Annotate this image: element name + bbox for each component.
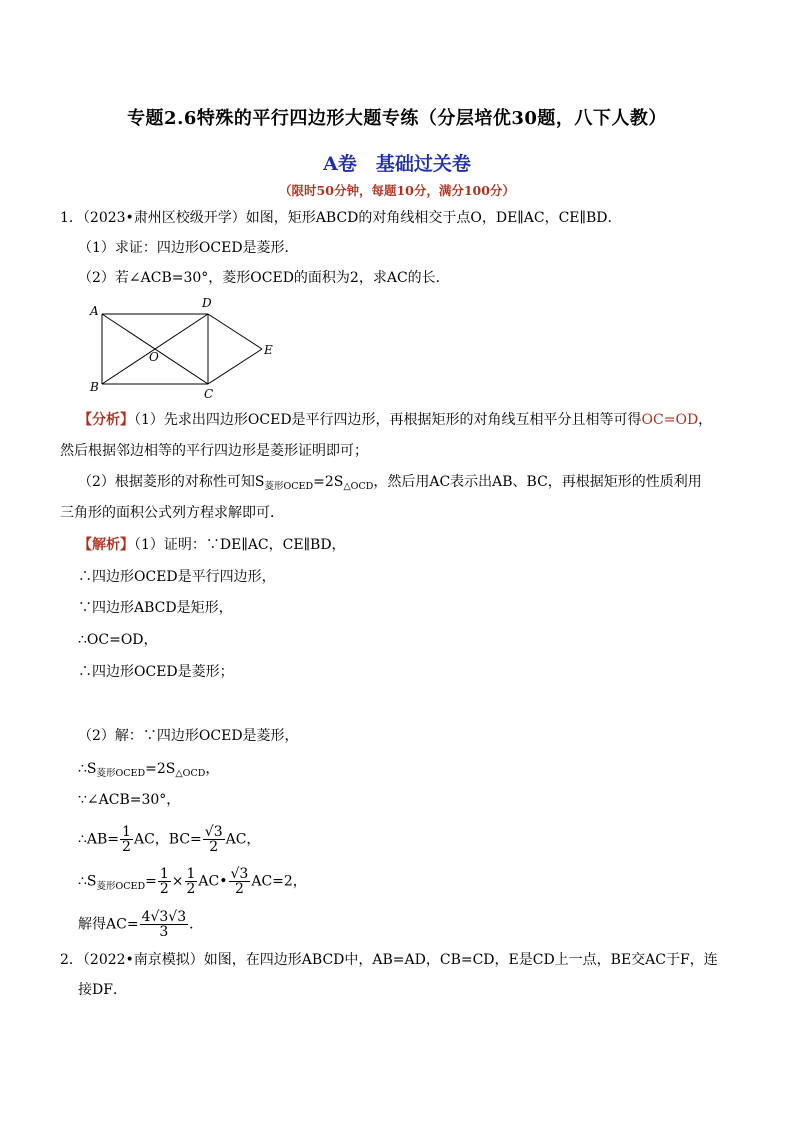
analysis2-text: （2）根据菱形的对称性可知S [78, 474, 265, 490]
frac-num: 1 [159, 866, 169, 882]
analysis-line4: 三角形的面积公式列方程求解即可． [60, 505, 284, 521]
frac-num: 4√3√3 [141, 909, 187, 925]
solution-tag: 【解析】 [78, 537, 134, 553]
solution-text: （1）证明：∵DE∥AC，CE∥BD， [134, 537, 346, 553]
analysis-tag: 【分析】 [78, 412, 134, 428]
solution-line7 [78, 759, 219, 781]
sol11-end: ． [189, 916, 204, 933]
frac-den: 3 [159, 924, 169, 940]
frac-den: 2 [159, 881, 169, 897]
page-title: 专题2.6特殊的平行四边形大题专练（分层培优30题，八下人教） [127, 108, 667, 129]
frac-num: √3 [230, 866, 249, 882]
fraction-sqrt3-half [203, 825, 225, 854]
frac-den: 2 [186, 881, 196, 897]
analysis2-rest: ，然后用AC表示出AB、BC，再根据矩形的性质利用 [373, 474, 702, 490]
solution-line4: ∴OC=OD， [78, 632, 158, 648]
analysis-line1 [78, 410, 712, 430]
sol9-text: ∴AB= [78, 831, 120, 848]
analysis-line2: 然后根据邻边相等的平行四边形是菱形证明即可； [60, 443, 368, 459]
sol10-ac: AC• [198, 873, 228, 890]
analysis-text: （1）先求出四边形OCED是平行四边形，再根据矩形的对角线互相平分且相等可得 [134, 412, 642, 428]
frac-den: 2 [209, 839, 219, 855]
analysis-line3 [78, 472, 702, 494]
solution-line1 [78, 535, 346, 555]
sol10-times: × [171, 873, 184, 890]
sol9-end: AC， [225, 831, 261, 848]
analysis2-sub: 菱形OCED [264, 481, 314, 492]
fraction-half [185, 867, 198, 896]
label-c: C [204, 387, 214, 401]
frac-den: 2 [122, 839, 131, 855]
sol10-text: ∴S [78, 873, 97, 890]
sol7-comma: ， [205, 761, 220, 777]
q2-line1: 2．（2022•南京模拟）如图，在四边形ABCD中，AB=AD，CB=CD，E是CD上一点，BE交AC于F，连 [60, 952, 718, 968]
solution-line11 [78, 910, 203, 939]
sol7-text: ∴S [78, 761, 97, 777]
solution-line8: ∵∠ACB=30°， [78, 792, 181, 808]
q2-line2: 接DF． [78, 982, 127, 998]
sol7-eq: =2S [145, 761, 176, 777]
solution-line10 [78, 867, 307, 896]
analysis2-sub2: △OCD [343, 481, 374, 492]
frac-num: √3 [204, 824, 223, 840]
analysis-highlight: OC=OD [641, 412, 699, 428]
sol7-sub2: △OCD [175, 768, 206, 779]
frac-num: 1 [122, 824, 131, 840]
solution-line9 [78, 825, 260, 854]
label-d: D [202, 296, 212, 310]
solution-line6: （2）解：∵四边形OCED是菱形， [78, 728, 299, 744]
frac-num: 1 [186, 866, 196, 882]
sol10-eq: = [145, 873, 157, 890]
frac-den: 2 [234, 881, 244, 897]
sol9-mid: AC，BC= [133, 831, 202, 848]
label-e: E [264, 343, 273, 357]
sol10-sub: 菱形OCED [96, 880, 146, 892]
q1-figure [86, 292, 286, 404]
solution-line5: ∴四边形OCED是菱形； [78, 664, 234, 680]
label-o: O [149, 350, 159, 364]
q1-part2: （2）若∠ACB=30°，菱形OCED的面积为2，求AC的长． [78, 270, 450, 286]
fraction-half [120, 825, 133, 854]
sol7-sub: 菱形OCED [96, 768, 146, 779]
sol10-end: AC=2， [251, 873, 307, 890]
solution-line3: ∵四边形ABCD是矩形， [78, 600, 233, 616]
solution-line2: ∴四边形OCED是平行四边形， [78, 569, 276, 585]
label-a: A [90, 304, 99, 318]
q1-part1: （1）求证：四边形OCED是菱形． [78, 240, 299, 256]
q1-stem: 1．（2023•肃州区校级开学）如图，矩形ABCD的对角线相交于点O，DE∥AC，CE∥BD． [60, 210, 622, 226]
label-b: B [90, 380, 99, 394]
fraction-half [158, 867, 171, 896]
section-title: A卷 基础过关卷 [323, 153, 471, 175]
sol11-text: 解得AC= [78, 916, 139, 933]
time-limit-note: （限时50分钟，每题10分，满分100分） [279, 183, 515, 198]
analysis-comma: ， [698, 412, 713, 428]
analysis2-eq: =2S [313, 474, 344, 490]
fraction-sqrt3-half [229, 867, 251, 896]
fraction-result [140, 910, 189, 939]
